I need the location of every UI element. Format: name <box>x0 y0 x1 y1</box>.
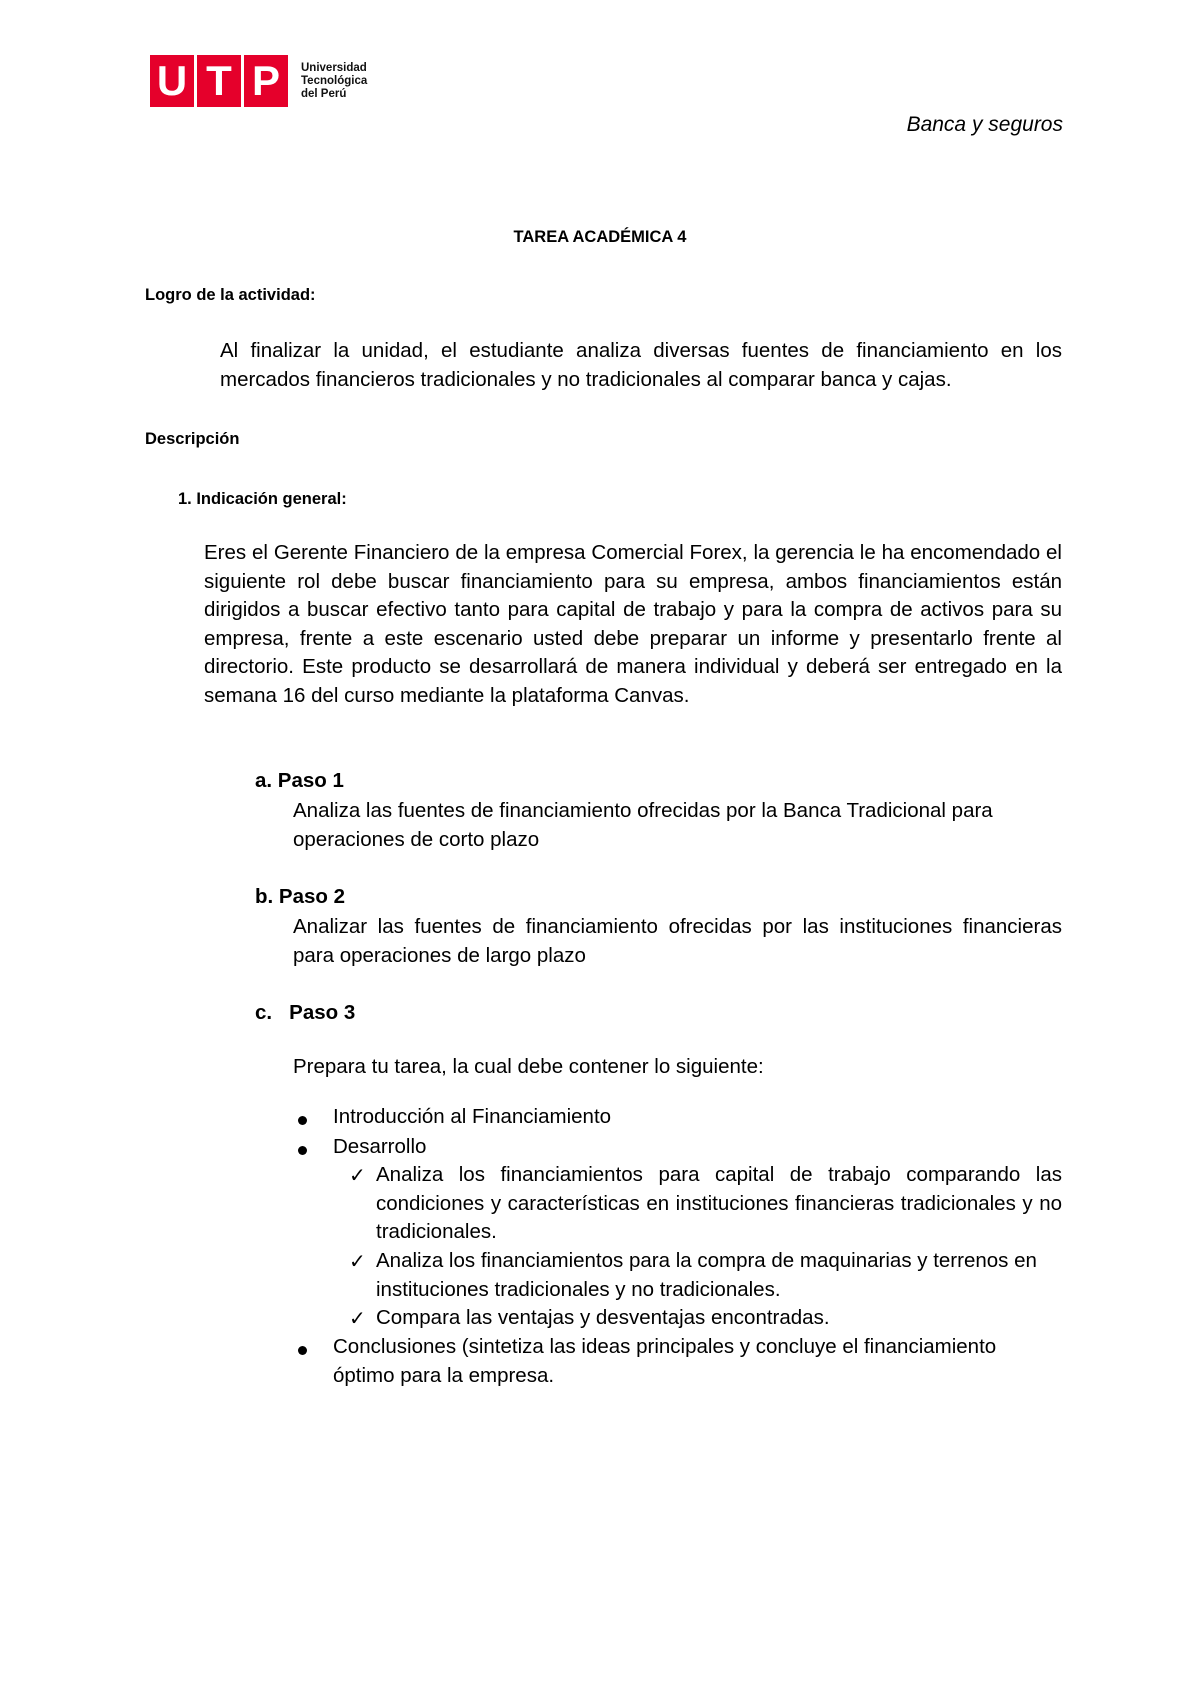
bullet-desarrollo: Desarrollo <box>333 1135 427 1158</box>
check-icon: ✓ <box>349 1306 366 1330</box>
indicacion-text: Eres el Gerente Financiero de la empresa Comercial Forex, la gerencia le ha encomendado el siguiente rol debe buscar financiamiento para su empresa, ambos financiamientos están dirigidos a buscar efectivo tanto para capital de trabajo y para la compra de activos para su empresa, frente a este escenario usted debe preparar un informe y presentarlo frente al directorio. Este producto se desarrollará de manera individual y deberá ser entregado en la semana 16 del curso mediante la plataforma Canvas. <box>204 541 1062 707</box>
logo-line-2: Tecnológica <box>301 74 368 87</box>
logro-heading: Logro de la actividad: <box>145 286 316 304</box>
logo-line-1: Universidad <box>301 61 367 74</box>
bullet-conclusiones: Conclusiones (sintetiza las ideas principales y concluye el financiamiento óptimo para la empresa. <box>333 1335 997 1387</box>
course-name: Banca y seguros <box>906 113 1063 136</box>
bullet-dot <box>298 1346 307 1355</box>
logo-letter-u: U <box>150 55 194 107</box>
step-2-text: Analizar las fuentes de financiamiento ofrecidas por las instituciones financieras para operaciones de largo plazo <box>293 915 1062 967</box>
page-title: TAREA ACADÉMICA 4 <box>513 228 687 246</box>
step-3-text: Prepara tu tarea, la cual debe contener lo siguiente: <box>293 1055 764 1078</box>
check-icon: ✓ <box>349 1249 366 1273</box>
logro-text: Al finalizar la unidad, el estudiante analiza diversas fuentes de financiamiento en los mercados financieros tradicionales y no tradicionales al comparar banca y cajas. <box>220 339 1062 391</box>
logo-text <box>301 62 367 101</box>
bullet-dot <box>298 1146 307 1155</box>
indicacion-heading: 1. Indicación general: <box>178 490 347 508</box>
check-icon: ✓ <box>349 1163 366 1187</box>
descripcion-heading: Descripción <box>145 430 240 448</box>
logo-letter-t: T <box>197 55 241 107</box>
step-1-text: Analiza las fuentes de financiamiento ofrecidas por la Banca Tradicional para operaciones de corto plazo <box>293 799 993 851</box>
logo-letter-p: P <box>244 55 288 107</box>
step-2-label: b. Paso 2 <box>255 885 346 908</box>
check-item-3: Compara las ventajas y desventajas encontradas. <box>376 1306 830 1329</box>
check-item-1: Analiza los financiamientos para capital de trabajo comparando las condiciones y características en instituciones financieras tradicionales y no tradicionales. <box>376 1163 1062 1243</box>
bullet-introduccion: Introducción al Financiamiento <box>333 1105 612 1128</box>
logo-line-3: del Perú <box>301 87 347 100</box>
step-1-label: a. Paso 1 <box>255 769 344 792</box>
logo-letters <box>150 55 291 107</box>
utp-logo <box>150 55 367 107</box>
step-3-label: c. Paso 3 <box>255 1001 356 1024</box>
bullet-dot <box>298 1116 307 1125</box>
check-item-2: Analiza los financiamientos para la compra de maquinarias y terrenos en instituciones tradicionales y no tradicionales. <box>376 1249 1037 1301</box>
